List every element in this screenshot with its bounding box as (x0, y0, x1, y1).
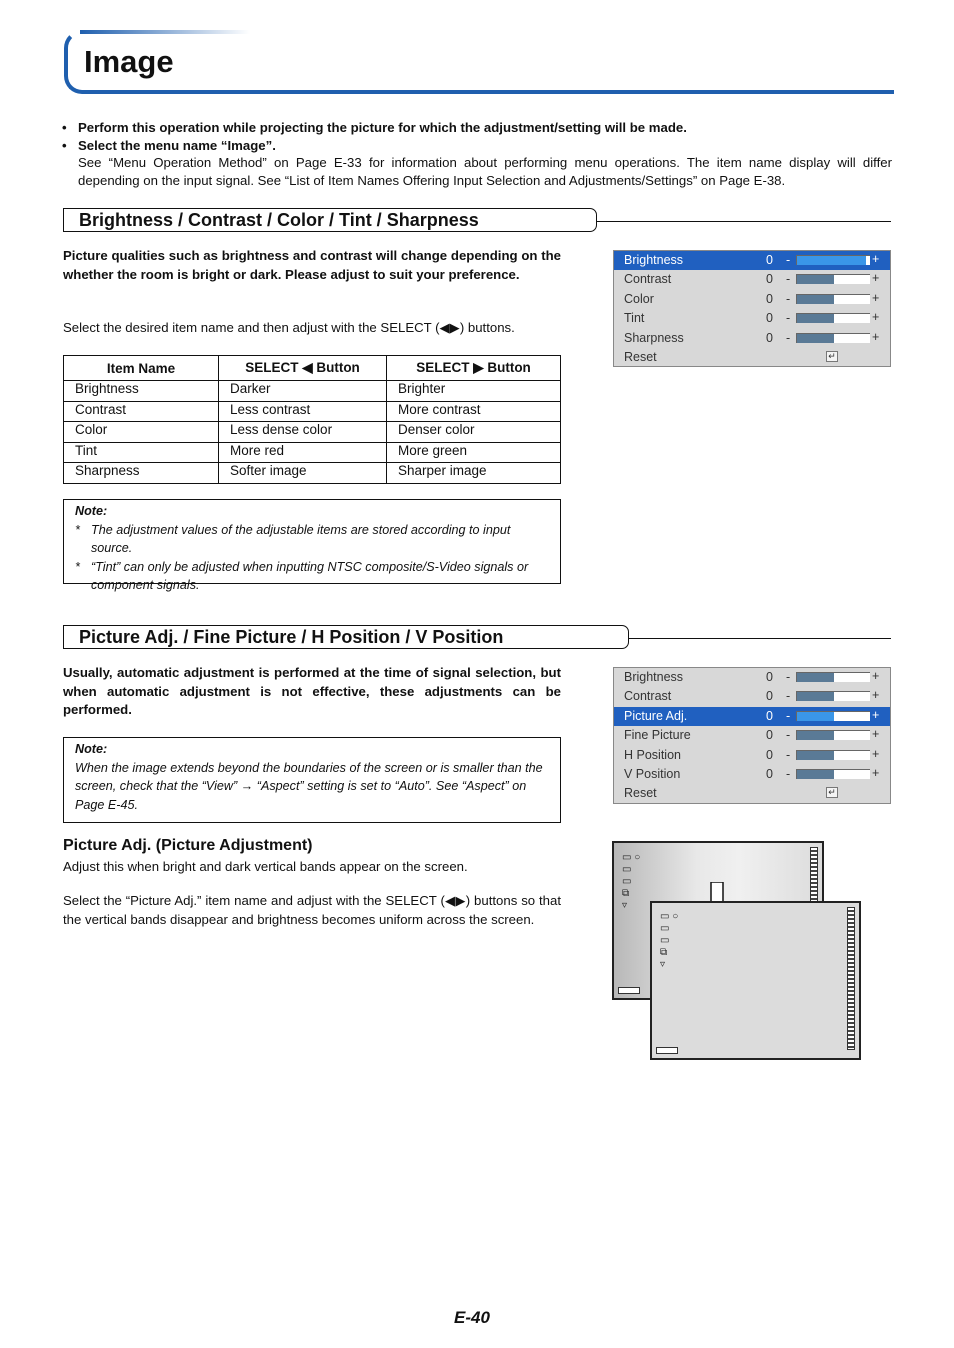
menu-item-value: 0 (766, 311, 773, 326)
title-frame (64, 30, 894, 94)
page-title: Image (84, 44, 174, 79)
section1-note (63, 499, 561, 592)
plus-icon[interactable]: + (872, 329, 880, 344)
menu-item-value: 0 (766, 689, 773, 704)
slider-fill (797, 751, 834, 760)
minus-icon[interactable]: - (786, 689, 791, 704)
slider-fill (797, 256, 866, 265)
minus-icon[interactable]: - (786, 708, 791, 723)
enter-icon[interactable]: ↵ (826, 351, 838, 362)
note-star: * (75, 559, 80, 574)
note-text: When the image extends beyond the boundaries of the screen or is smaller than the screen, check that the “View” → “Aspect” setting is set to “Auto”. See “Aspect” on Page E-45. (75, 760, 543, 812)
minus-icon[interactable]: - (786, 291, 791, 306)
slider-bar[interactable] (796, 672, 870, 682)
menu-item-label: Contrast (624, 272, 672, 287)
table-row (64, 401, 561, 422)
menu-item-label: Brightness (624, 670, 684, 684)
title-accent-line (80, 30, 250, 34)
minus-icon[interactable]: - (786, 330, 791, 345)
plus-icon[interactable]: + (872, 669, 880, 683)
table-cell: Sharpness (64, 463, 219, 484)
menu-item-label: V Position (624, 766, 681, 781)
menu-item-label: Picture Adj. (624, 708, 688, 723)
table-row (64, 381, 561, 402)
menu-item-label: Brightness (624, 253, 684, 267)
menu-item-value: 0 (766, 291, 773, 306)
minus-icon[interactable]: - (786, 728, 791, 743)
section2-rule (629, 638, 891, 639)
menu-item-value: 0 (766, 272, 773, 287)
table-cell: Less dense color (219, 422, 387, 443)
menu-row[interactable] (614, 707, 890, 726)
section2-note (63, 737, 561, 823)
scrollbar-icon (847, 907, 855, 1050)
slider-fill (797, 673, 834, 682)
section2-intro: Usually, automatic adjustment is performed at the time of signal selection, but when automatic adjustment is not effective, these adjustments can be performed. (63, 665, 561, 717)
minus-icon[interactable]: - (786, 766, 791, 781)
slider-fill (797, 692, 834, 701)
menu-item-label: Reset (624, 349, 657, 364)
menu-item-value: 0 (766, 708, 773, 723)
taskbar-icon (656, 1047, 678, 1054)
section2-heading: Picture Adj. / Fine Picture / H Position / V Position (63, 625, 629, 649)
minus-icon[interactable]: - (786, 311, 791, 326)
table-cell: Sharper image (387, 463, 561, 484)
page-number: E-40 (454, 1308, 490, 1327)
slider-bar[interactable] (796, 294, 870, 304)
menu-item-label: Fine Picture (624, 728, 691, 743)
table-cell: More red (219, 442, 387, 463)
table-header: SELECT ▶ Button (387, 356, 561, 381)
table-cell: Tint (64, 442, 219, 463)
menu-item-label: Tint (624, 311, 645, 326)
table-header: SELECT ◀ Button (219, 356, 387, 381)
menu-item-label: Color (624, 291, 654, 306)
plus-icon[interactable]: + (872, 707, 880, 722)
slider-fill (797, 712, 834, 721)
menu-row-reset[interactable] (614, 348, 890, 367)
slider-fill (797, 334, 834, 343)
minus-icon[interactable]: - (786, 670, 791, 684)
note-item: “Tint” can only be adjusted when inputting NTSC composite/S-Video signals or component signals. (91, 559, 529, 592)
picture-adj-p2: Select the “Picture Adj.” item name and adjust with the SELECT (◀▶) buttons so that the vertical bands disappear and brightness becomes uniform across the screen. (63, 893, 561, 927)
menu-row[interactable] (614, 668, 890, 687)
plus-icon[interactable]: + (872, 271, 880, 286)
menu-item-value: 0 (766, 330, 773, 345)
table-cell: Brighter (387, 381, 561, 402)
table-cell: Brightness (64, 381, 219, 402)
menu-item-value: 0 (766, 728, 773, 743)
note-title: Note: (75, 504, 108, 518)
adjustment-table (63, 355, 561, 484)
intro-bullets: • Perform this operation while projecting the picture for which the adjustment/setting will be made. • Select the menu name “Image”. See “Menu Operation Method” on Page E-33 for information about performing menu operations. The item name display will differ depending on the input signal. See “List of Item Names Offering Input Selection and Adjustments/Settings” on Page E-38. (62, 120, 892, 188)
menu-item-value: 0 (766, 253, 773, 267)
menu-row-reset[interactable] (614, 784, 890, 803)
minus-icon[interactable]: - (786, 747, 791, 762)
table-cell: Less contrast (219, 401, 387, 422)
desktop-icons-icon: ▭ ○ ▭ ▭ ⧉ ▿ (622, 852, 641, 911)
slider-fill (797, 295, 834, 304)
section1-intro: Picture qualities such as brightness and contrast will change depending on the whether the room is bright or dark. Please adjust to suit your preference. (63, 248, 561, 282)
menu-row[interactable] (614, 687, 890, 706)
table-cell: Contrast (64, 401, 219, 422)
menu-item-label: Sharpness (624, 330, 684, 345)
menu-row[interactable] (614, 746, 890, 765)
slider-fill (797, 770, 834, 779)
table-cell: More green (387, 442, 561, 463)
slider-bar[interactable] (796, 769, 870, 779)
menu-item-label: Reset (624, 786, 657, 801)
table-cell: Color (64, 422, 219, 443)
enter-icon[interactable]: ↵ (826, 787, 838, 798)
slider-bar[interactable] (796, 333, 870, 343)
plus-icon[interactable]: + (872, 746, 880, 761)
bullet-2-detail: See “Menu Operation Method” on Page E-33 for information about performing menu operations. The item name display will differ depending on the input signal. See “List of Item Names Offering Input Selection and Adjustments/Settings” on Page E-38. (78, 155, 892, 188)
taskbar-icon (618, 987, 640, 994)
table-cell: Denser color (387, 422, 561, 443)
slider-fill (797, 275, 834, 284)
menu-row[interactable] (614, 251, 890, 270)
menu-row[interactable] (614, 726, 890, 745)
table-cell: More contrast (387, 401, 561, 422)
table-cell: Darker (219, 381, 387, 402)
slider-bar[interactable] (796, 730, 870, 740)
plus-icon[interactable]: + (872, 727, 880, 742)
osd-menu-brightness (613, 250, 891, 367)
screen-after-illustration (650, 901, 861, 1060)
note-star: * (75, 522, 80, 537)
slider-bar[interactable] (796, 691, 870, 701)
slider-fill (797, 314, 834, 323)
menu-row[interactable] (614, 270, 890, 289)
bullet-2: Select the menu name “Image”. (78, 137, 276, 153)
menu-item-label: H Position (624, 747, 681, 762)
section1-rule (597, 221, 891, 222)
menu-item-value: 0 (766, 747, 773, 762)
slider-bar[interactable] (796, 274, 870, 284)
minus-icon[interactable]: - (786, 253, 791, 267)
plus-icon[interactable]: + (872, 290, 880, 305)
table-cell: Softer image (219, 463, 387, 484)
slider-fill (797, 731, 834, 740)
plus-icon[interactable]: + (872, 765, 880, 780)
menu-row[interactable] (614, 309, 890, 328)
bullet-1: Perform this operation while projecting the picture for which the adjustment/setting will be made. (78, 120, 687, 135)
plus-icon[interactable]: + (872, 252, 880, 266)
picture-adj-p1: Adjust this when bright and dark vertical bands appear on the screen. (63, 859, 468, 874)
picture-adj-subheading: Picture Adj. (Picture Adjustment) (63, 837, 313, 854)
menu-row[interactable] (614, 290, 890, 309)
slider-bar[interactable] (796, 711, 870, 721)
table-row (64, 442, 561, 463)
slider-bar[interactable] (796, 750, 870, 760)
menu-item-value: 0 (766, 766, 773, 781)
table-header: Item Name (64, 356, 219, 381)
note-item: The adjustment values of the adjustable items are stored according to input source. (91, 522, 511, 555)
menu-row[interactable] (614, 765, 890, 784)
desktop-icons-icon: ▭ ○ ▭ ▭ ⧉ ▿ (660, 911, 679, 970)
plus-icon[interactable]: + (872, 310, 880, 325)
table-header-row (64, 356, 561, 381)
osd-menu-picture-adj (613, 667, 891, 804)
minus-icon[interactable]: - (786, 272, 791, 287)
menu-item-value: 0 (766, 670, 773, 684)
menu-row[interactable] (614, 329, 890, 348)
note-title: Note: (75, 742, 108, 756)
slider-bar[interactable] (796, 255, 870, 265)
section1-heading: Brightness / Contrast / Color / Tint / Sharpness (63, 208, 597, 232)
slider-bar[interactable] (796, 313, 870, 323)
section1-instruction: Select the desired item name and then adjust with the SELECT (◀▶) buttons. (63, 320, 515, 335)
table-row (64, 463, 561, 484)
plus-icon[interactable]: + (872, 688, 880, 703)
table-row (64, 422, 561, 443)
menu-item-label: Contrast (624, 689, 672, 704)
